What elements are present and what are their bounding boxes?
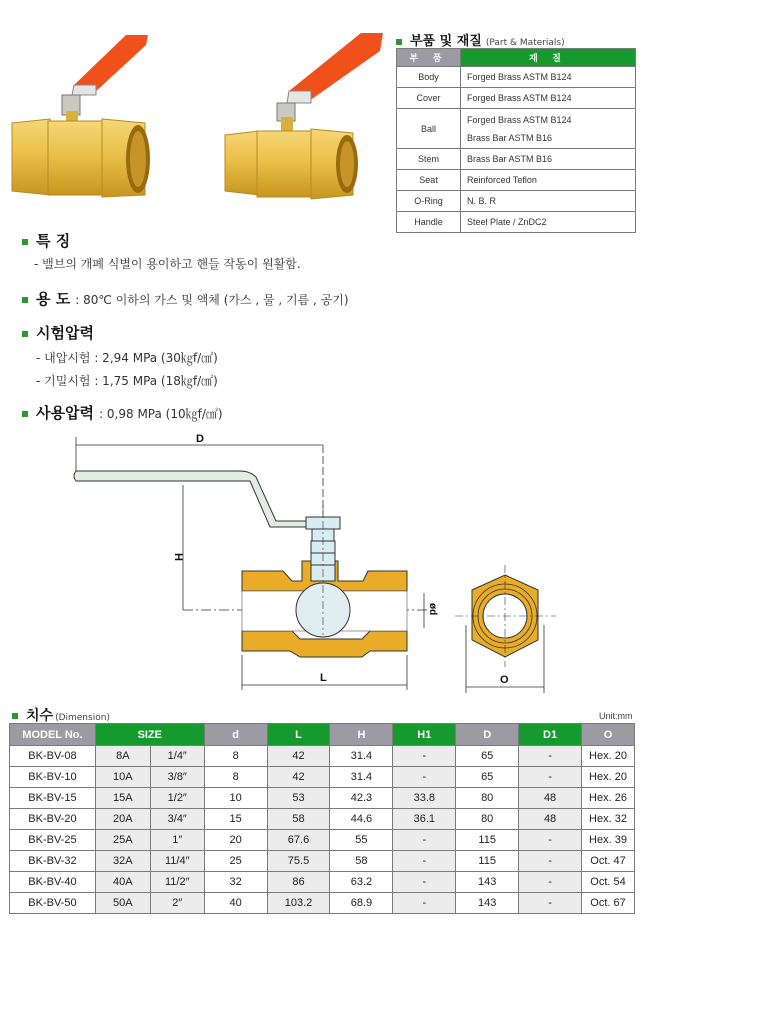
bullet-icon (22, 297, 28, 303)
dimension-table (9, 723, 635, 914)
header-material: 재 질 (461, 49, 636, 67)
bullet-icon (12, 713, 18, 719)
usage-text: : 80℃ 이하의 가스 및 액체 (가스 , 물 , 기름 , 공기) (75, 293, 349, 307)
valve-photo-1 (0, 15, 180, 215)
parts-row: Ball Forged Brass ASTM B124 Brass Bar ASTM B16 (397, 109, 636, 149)
dimension-cell: 33.8 (393, 788, 456, 809)
dimension-cell: 11/4″ (150, 851, 204, 872)
model-number-cell: BK-BV-15 (10, 788, 96, 809)
dimension-cell: 40 (204, 893, 267, 914)
parts-materials-table (396, 48, 636, 233)
dimension-cell: - (393, 746, 456, 767)
dimension-cell: Hex. 20 (582, 746, 635, 767)
dimension-cell: 48 (519, 788, 582, 809)
dimension-cell: - (519, 893, 582, 914)
unit-label: Unit:mm (599, 711, 633, 721)
valve-photo-2 (215, 25, 390, 215)
dimension-row (10, 767, 635, 788)
dimension-cell: 50A (95, 893, 150, 914)
dimension-cell: 10 (204, 788, 267, 809)
dimension-cell: - (519, 830, 582, 851)
dimension-cell: 67.6 (267, 830, 330, 851)
dimension-cell: 40A (95, 872, 150, 893)
model-number-cell: BK-BV-08 (10, 746, 96, 767)
dimension-cell: - (519, 767, 582, 788)
dimension-cell: 55 (330, 830, 393, 851)
usage-title: 용 도 (36, 290, 71, 308)
parts-row: Body Forged Brass ASTM B124 (397, 67, 636, 88)
dimension-cell: 36.1 (393, 809, 456, 830)
dimension-header-row: MODEL No. SIZE d L H H1 D D1 O (10, 724, 635, 746)
features-line: - 밸브의 개폐 식별이 용이하고 핸들 작동이 원활함. (34, 257, 301, 271)
dimension-cell: 86 (267, 872, 330, 893)
dimension-cell: 8 (204, 746, 267, 767)
test-pressure-section (22, 322, 218, 389)
dimension-cell: 65 (456, 767, 519, 788)
dimension-cell: 65 (456, 746, 519, 767)
dimension-cell: Oct. 54 (582, 872, 635, 893)
drawing-label-H: H (172, 553, 184, 561)
dimension-cell: 53 (267, 788, 330, 809)
dimension-cell: 10A (95, 767, 150, 788)
dimension-cell: 32A (95, 851, 150, 872)
dimension-cell: - (519, 851, 582, 872)
parts-row: Seat Reinforced Teflon (397, 170, 636, 191)
dimension-cell: 31.4 (330, 767, 393, 788)
working-pressure-section (22, 402, 223, 423)
valve-cross-section-drawing (0, 425, 560, 705)
working-pressure-text: : 0,98 MPa (10㎏f/㎠) (99, 407, 223, 421)
dimension-row (10, 809, 635, 830)
features-section (22, 230, 301, 272)
dimension-cell: 1″ (150, 830, 204, 851)
dimension-cell: - (393, 872, 456, 893)
dimension-cell: 3/8″ (150, 767, 204, 788)
dimension-cell: 31.4 (330, 746, 393, 767)
dimension-cell: Hex. 20 (582, 767, 635, 788)
bullet-icon (22, 331, 28, 337)
dimension-cell: - (393, 851, 456, 872)
dimension-cell: Hex. 39 (582, 830, 635, 851)
dimension-cell: 68.9 (330, 893, 393, 914)
working-pressure-title: 사용압력 (36, 404, 94, 422)
drawing-label-L: L (320, 672, 327, 684)
dimension-cell: 8 (204, 767, 267, 788)
dimension-row (10, 788, 635, 809)
dimension-cell: 20A (95, 809, 150, 830)
dimension-cell: 115 (456, 830, 519, 851)
dimension-cell: 44.6 (330, 809, 393, 830)
dimension-cell: 11/2″ (150, 872, 204, 893)
model-number-cell: BK-BV-10 (10, 767, 96, 788)
dimension-cell: - (393, 893, 456, 914)
dimension-row (10, 746, 635, 767)
dimension-cell: 42 (267, 767, 330, 788)
dimension-row (10, 893, 635, 914)
parts-row: Cover Forged Brass ASTM B124 (397, 88, 636, 109)
dimension-section-title: 치수 (Dimension) (12, 705, 110, 725)
test-pressure-line: - 내압시험 : 2,94 MPa (30㎏f/㎠) (36, 351, 218, 365)
dimension-cell: 15 (204, 809, 267, 830)
parts-row: Handle Steel Plate / ZnDC2 (397, 212, 636, 233)
dimension-cell: 2″ (150, 893, 204, 914)
dimension-cell: 58 (267, 809, 330, 830)
model-number-cell: BK-BV-40 (10, 872, 96, 893)
dimension-cell: 58 (330, 851, 393, 872)
drawing-label-O: O (500, 674, 509, 686)
features-title: 특 징 (36, 232, 71, 250)
dimension-cell: 115 (456, 851, 519, 872)
dimension-cell: 143 (456, 872, 519, 893)
bullet-icon (22, 239, 28, 245)
dimension-row (10, 830, 635, 851)
dimension-cell: 143 (456, 893, 519, 914)
parts-row: O-Ring N. B. R (397, 191, 636, 212)
dimension-cell: 103.2 (267, 893, 330, 914)
model-number-cell: BK-BV-20 (10, 809, 96, 830)
dimension-cell: Hex. 32 (582, 809, 635, 830)
dimension-cell: Hex. 26 (582, 788, 635, 809)
dimension-cell: - (393, 767, 456, 788)
dimension-cell: 25 (204, 851, 267, 872)
dimension-cell: 80 (456, 788, 519, 809)
parts-section-title: 부품 및 재질 (Part & Materials) (396, 30, 565, 49)
dimension-cell: - (519, 746, 582, 767)
drawing-label-d: ød (427, 603, 438, 616)
dimension-cell: 1/2″ (150, 788, 204, 809)
test-pressure-title: 시험압력 (36, 324, 94, 342)
model-number-cell: BK-BV-32 (10, 851, 96, 872)
dimension-cell: Oct. 47 (582, 851, 635, 872)
bullet-icon (396, 39, 402, 45)
drawing-label-D: D (196, 433, 204, 445)
bullet-icon (22, 411, 28, 417)
parts-row: Stem Brass Bar ASTM B16 (397, 149, 636, 170)
parts-header-row (397, 49, 636, 67)
dimension-cell: - (393, 830, 456, 851)
dimension-cell: 42 (267, 746, 330, 767)
dimension-cell: 3/4″ (150, 809, 204, 830)
dimension-cell: 15A (95, 788, 150, 809)
dimension-cell: 25A (95, 830, 150, 851)
dimension-cell: 1/4″ (150, 746, 204, 767)
dimension-cell: - (519, 872, 582, 893)
model-number-cell: BK-BV-50 (10, 893, 96, 914)
model-number-cell: BK-BV-25 (10, 830, 96, 851)
dimension-cell: Oct. 67 (582, 893, 635, 914)
dimension-row (10, 872, 635, 893)
dimension-cell: 80 (456, 809, 519, 830)
usage-section (22, 288, 349, 309)
dimension-cell: 42.3 (330, 788, 393, 809)
dimension-cell: 48 (519, 809, 582, 830)
dimension-cell: 32 (204, 872, 267, 893)
test-pressure-line: - 기밀시험 : 1,75 MPa (18㎏f/㎠) (36, 374, 218, 388)
dimension-cell: 8A (95, 746, 150, 767)
dimension-cell: 20 (204, 830, 267, 851)
dimension-row (10, 851, 635, 872)
dimension-cell: 63.2 (330, 872, 393, 893)
header-part: 부 품 (397, 49, 461, 67)
dimension-cell: 75.5 (267, 851, 330, 872)
